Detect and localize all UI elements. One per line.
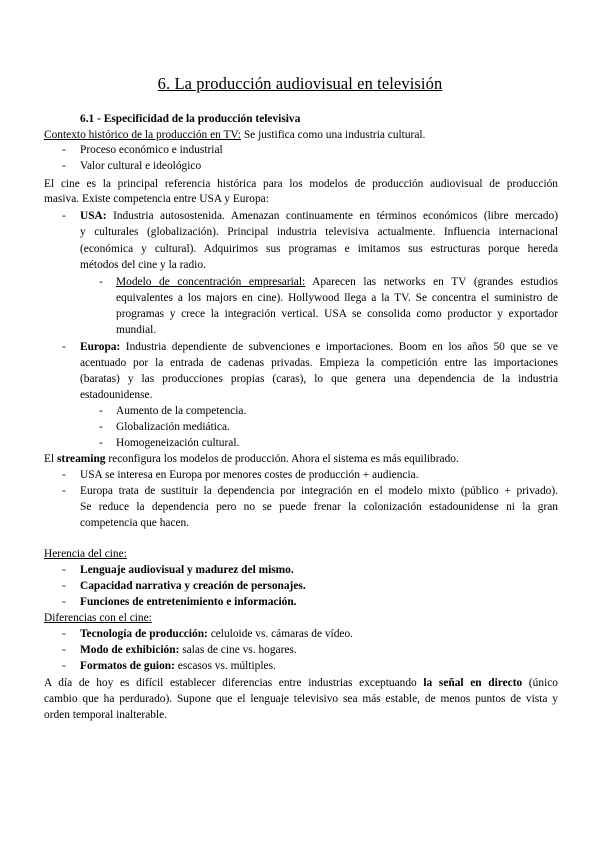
diferencias-item-text: escasos vs. múltiples.: [174, 660, 276, 672]
streaming-item: competencia que hacen.: [80, 517, 190, 529]
section-heading: 6.1 - Especificidad de la producción televisiva: [80, 113, 301, 125]
bullet-dash: -: [62, 341, 66, 353]
bullet-dash: -: [62, 644, 66, 656]
diferencias-item-bold: Formatos de guion:: [80, 660, 175, 672]
diferencias-item: [80, 643, 297, 658]
herencia-item: Capacidad narrativa y creación de personajes.: [80, 580, 306, 592]
streaming-bold: streaming: [56, 453, 106, 465]
bullet-dash: -: [99, 437, 103, 449]
paragraph-line: masiva. Existe competencia entre USA y Europa:: [44, 193, 269, 205]
bullet-dash: -: [62, 469, 66, 481]
europa-text: Industria dependiente de subvenciones e importaciones. Boom en los años 50 que se ve: [120, 341, 558, 353]
europa-sub-item: Homogeneización cultural.: [116, 437, 240, 449]
streaming-pre: El: [44, 453, 57, 465]
usa-line: y culturales (globalización). Principal industria televisiva actualmente. Influencia internacional: [80, 226, 558, 238]
bullet-dash: -: [62, 660, 66, 672]
usa-sub-line: programas y crece la integración vertical. USA se consolida como productor y exportador: [116, 308, 558, 320]
bullet-dash: -: [62, 596, 66, 608]
europa-line: (baratas) y las producciones propias (caras), lo que genera una dependencia de la industria: [80, 373, 558, 385]
herencia-item: Funciones de entretenimiento e información.: [80, 596, 297, 608]
usa-sub-line: [116, 275, 558, 290]
europa-line: estadounidense.: [80, 389, 153, 401]
bullet-dash: -: [62, 144, 66, 156]
context-line: [44, 128, 425, 143]
context-item: Valor cultural e ideológico: [80, 160, 202, 172]
bullet-dash: -: [62, 564, 66, 576]
diferencias-label: Diferencias con el cine:: [44, 612, 152, 624]
context-label: Contexto histórico de la producción en TV:: [44, 129, 241, 141]
bullet-dash: -: [99, 405, 103, 417]
bullet-dash: -: [62, 628, 66, 640]
europa-sub-item: Aumento de la competencia.: [116, 405, 247, 417]
usa-sub-line: mundial.: [116, 324, 157, 336]
usa-line: métodos del cine y la radio.: [80, 259, 206, 271]
final-pre: A día de hoy es difícil establecer diferencias entre industrias exceptuando: [44, 677, 424, 689]
bullet-dash: -: [62, 210, 66, 222]
europa-sub-item: Globalización mediática.: [116, 421, 230, 433]
diferencias-item-bold: Modo de exhibición:: [80, 644, 180, 656]
final-bold: la señal en directo: [423, 677, 523, 689]
diferencias-item: [80, 659, 276, 674]
usa-line: (económica y cultural). Adquirimos sus programas e imitamos sus estructuras porque hereda: [80, 243, 558, 255]
bullet-dash: -: [99, 276, 103, 288]
bullet-dash: -: [62, 580, 66, 592]
diferencias-item-text: salas de cine vs. hogares.: [179, 644, 297, 656]
europa-line: acentuado por la entrada de cadenas privadas. Empieza la competición entre las importaciones: [80, 357, 558, 369]
herencia-label: Herencia del cine:: [44, 548, 127, 560]
page-title: 6. La producción audiovisual en televisión: [157, 74, 443, 93]
streaming-item: USA se interesa en Europa por menores costes de producción + audiencia.: [80, 469, 419, 481]
usa-text: Industria autosostenida. Amenazan continuamente en términos económicos (libre mercado): [106, 210, 558, 222]
diferencias-item-text: celuloide vs. cámaras de vídeo.: [207, 628, 354, 640]
europa-line: [80, 340, 558, 355]
diferencias-item: [80, 627, 353, 642]
paragraph-line: El cine es la principal referencia histórica para los modelos de producción audiovisual de producción: [44, 178, 558, 190]
context-text: Se justifica como una industria cultural.: [240, 129, 426, 141]
final-line: orden temporal inalterable.: [44, 709, 168, 721]
usa-sub-text: Aparecen las networks en TV (grandes estudios: [305, 276, 558, 288]
europa-label: Europa:: [80, 341, 121, 353]
bullet-dash: -: [62, 485, 66, 497]
diferencias-item-bold: Tecnología de producción:: [80, 628, 208, 640]
usa-label: USA:: [80, 210, 107, 222]
bullet-dash: -: [99, 421, 103, 433]
context-item: Proceso económico e industrial: [80, 144, 223, 156]
bullet-dash: -: [62, 160, 66, 172]
streaming-line: [44, 452, 459, 467]
herencia-item: Lenguaje audiovisual y madurez del mismo.: [80, 564, 294, 576]
final-line: cambio que ha perdurado). Supone que el lenguaje televisivo sea más estable, de menos puntos de vista y: [44, 693, 558, 705]
usa-sub-label: Modelo de concentración empresarial:: [116, 276, 306, 288]
streaming-post: reconfigura los modelos de producción. Ahora el sistema es más equilibrado.: [105, 453, 459, 465]
streaming-item: Europa trata de sustituir la dependencia por integración en el modelo mixto (público + privado).: [80, 485, 558, 497]
usa-line: [80, 209, 558, 224]
final-post: (único: [522, 677, 558, 689]
final-line: [44, 676, 558, 691]
usa-sub-line: equivalentes a los majors en cine). Hollywood llega a la TV. Se concentra el suministro de: [116, 292, 558, 304]
streaming-item: Se reduce la dependencia pero no se puede frenar la colonización estadounidense ni la gran: [80, 501, 558, 513]
